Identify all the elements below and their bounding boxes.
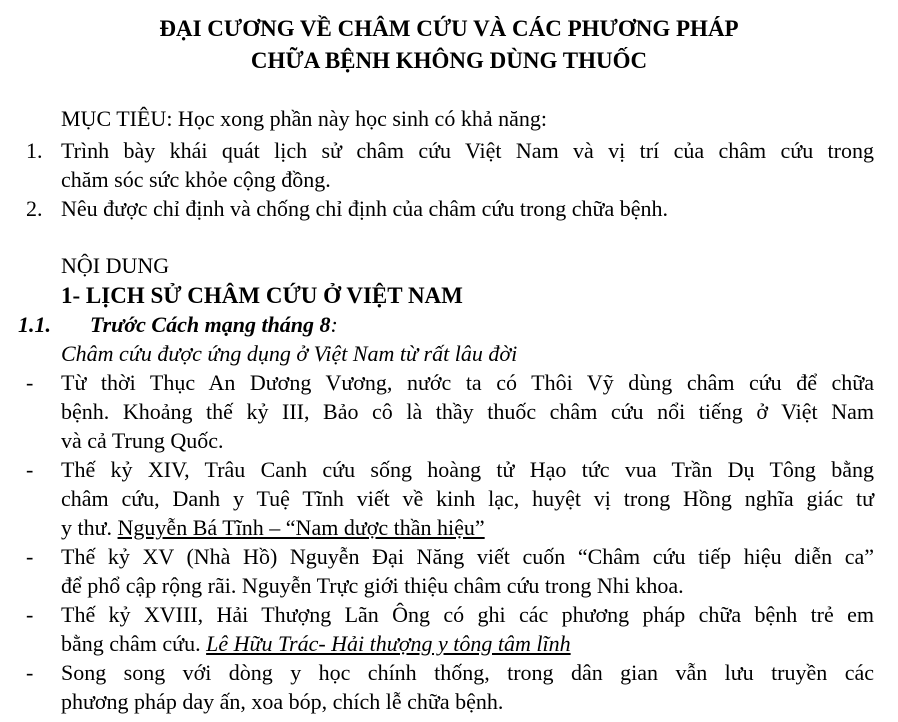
bullet-1-line-2: bệnh. Khoảng thế kỷ III, Bảo cô là thầy thuốc châm cứu nổi tiếng ở Việt Nam	[61, 399, 874, 424]
bullet-2-line-3-text: y thư.	[61, 515, 118, 540]
bullet-dash-4: -	[26, 602, 34, 627]
objectives-heading: MỤC TIÊU: Học xong phần này học sinh có khả năng:	[61, 106, 547, 131]
objective-number-1: 1.	[26, 138, 43, 163]
bullet-1-line-1: Từ thời Thục An Dương Vương, nước ta có Thôi Vỹ dùng châm cứu để chữa	[61, 370, 874, 395]
objective-2-line-1: Nêu được chỉ định và chống chỉ định của châm cứu trong chữa bệnh.	[61, 196, 668, 221]
bullet-2-reference: Nguyễn Bá Tĩnh – “Nam dược thần hiệu”	[117, 515, 485, 540]
subsection-title: Trước Cách mạng tháng 8	[90, 312, 331, 337]
content-heading: NỘI DUNG	[61, 253, 170, 278]
bullet-2-line-1: Thế kỷ XIV, Trâu Canh cứu sống hoàng tử Hạo tức vua Trần Dụ Tông bằng	[61, 457, 874, 482]
bullet-dash-2: -	[26, 457, 34, 482]
bullet-4-reference: Lê Hữu Trác- Hải thượng y tông tâm lĩnh	[206, 631, 571, 656]
bullet-dash-5: -	[26, 660, 34, 685]
bullet-dash-3: -	[26, 544, 34, 569]
bullet-2-line-2: châm cứu, Danh y Tuệ Tĩnh viết về kinh lạc, huyệt vị trong Hồng nghĩa giác tư	[61, 486, 874, 511]
document-title-line-1: ĐẠI CƯƠNG VỀ CHÂM CỨU VÀ CÁC PHƯƠNG PHÁP	[159, 16, 739, 41]
document-title-line-2: CHỮA BỆNH KHÔNG DÙNG THUỐC	[250, 48, 648, 73]
objective-number-2: 2.	[26, 196, 43, 221]
bullet-3-line-1: Thế kỷ XV (Nhà Hồ) Nguyễn Đại Năng viết cuốn “Châm cứu tiếp hiệu diễn ca”	[61, 544, 874, 569]
objective-1-line-2: chăm sóc sức khỏe cộng đồng.	[61, 167, 331, 192]
bullet-4-line-1: Thế kỷ XVIII, Hải Thượng Lãn Ông có ghi các phương pháp chữa bệnh trẻ em	[61, 602, 874, 627]
subsection-colon: :	[330, 312, 338, 337]
subsection-heading	[90, 310, 338, 339]
subsection-intro: Châm cứu được ứng dụng ở Việt Nam từ rất lâu đời	[61, 341, 518, 366]
bullet-3-line-2: để phổ cập rộng rãi. Nguyễn Trực giới thiệu châm cứu trong Nhi khoa.	[61, 573, 684, 598]
bullet-5-line-1: Song song với dòng y học chính thống, trong dân gian vẫn lưu truyền các	[61, 660, 874, 685]
subsection-number: 1.1.	[18, 312, 51, 337]
bullet-4-line-2-text: bằng châm cứu.	[61, 631, 207, 656]
bullet-2-line-3	[61, 513, 485, 542]
section-1-heading: 1- LỊCH SỬ CHÂM CỨU Ở VIỆT NAM	[61, 283, 463, 308]
bullet-4-line-2	[61, 629, 571, 658]
bullet-5-line-2: phương pháp day ấn, xoa bóp, chích lễ chữa bệnh.	[61, 689, 504, 714]
bullet-1-line-3: và cả Trung Quốc.	[61, 428, 224, 453]
bullet-dash-1: -	[26, 370, 34, 395]
objective-1-line-1: Trình bày khái quát lịch sử châm cứu Việt Nam và vị trí của châm cứu trong	[61, 138, 874, 163]
